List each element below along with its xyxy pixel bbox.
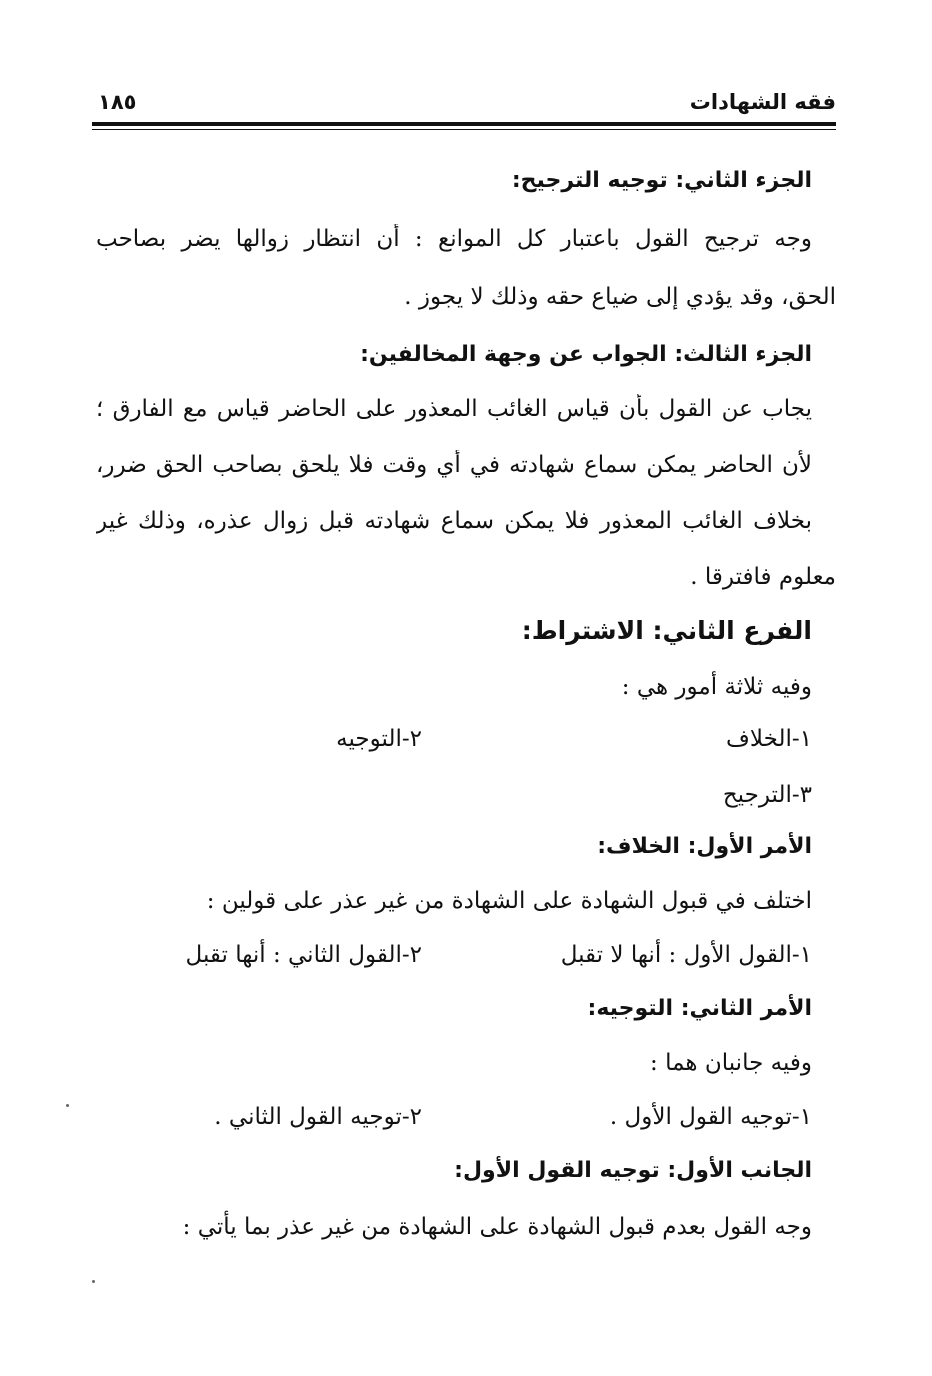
paragraph-line: لأن الحاضر يمكن سماع شهادته في أي وقت فلا يلحق بصاحب الحق ضرر، [96,452,812,478]
paragraph-line: وفيه جانبان هما : [650,1050,812,1076]
section-heading-first-aspect: الجانب الأول: توجيه القول الأول: [454,1158,812,1183]
paragraph-line: بخلاف الغائب المعذور فلا يمكن سماع شهادته قبل زوال عذره، وذلك غير [96,508,812,534]
paragraph-line: معلوم فافترقا . [690,564,836,590]
paragraph-line: اختلف في قبول الشهادة على الشهادة من غير عذر على قولين : [206,888,812,914]
paragraph-line: وجه ترجيح القول باعتبار كل الموانع : أن انتظار زوالها يضر بصاحب [96,226,812,252]
header-rule-thick [92,122,836,126]
section-heading-first-matter: الأمر الأول: الخلاف: [597,834,812,859]
paragraph-line: يجاب عن القول بأن قياس الغائب المعذور على الحاضر قياس مع الفارق ؛ [96,396,812,422]
scan-speck [92,1280,95,1283]
running-header-title: فقه الشهادات [689,90,836,114]
list-item-right: ١-توجيه القول الأول . [609,1104,812,1130]
list-item-right: ١-الخلاف [726,726,812,752]
list-item-left: ٢-التوجيه [336,726,422,752]
section-heading-part-three: الجزء الثالث: الجواب عن وجهة المخالفين: [360,342,812,367]
list-item-right: ١-القول الأول : أنها لا تقبل [560,942,812,968]
page-number: ١٨٥ [98,90,137,114]
paragraph-line: وجه القول بعدم قبول الشهادة على الشهادة من غير عذر بما يأتي : [182,1214,812,1240]
section-heading-part-two: الجزء الثاني: توجيه الترجيح: [511,168,812,193]
subsection-heading: الفرع الثاني: الاشتراط: [521,616,812,645]
list-item-left: ٢-توجيه القول الثاني . [214,1104,422,1130]
list-item: ٣-الترجيح [722,782,812,808]
paragraph-line: الحق، وقد يؤدي إلى ضياع حقه وذلك لا يجوز . [404,284,836,310]
scan-speck [66,1104,69,1107]
section-heading-second-matter: الأمر الثاني: التوجيه: [587,996,812,1021]
paragraph-line: وفيه ثلاثة أمور هي : [621,674,812,700]
header-rule-thin [92,129,836,130]
list-item-left: ٢-القول الثاني : أنها تقبل [185,942,422,968]
